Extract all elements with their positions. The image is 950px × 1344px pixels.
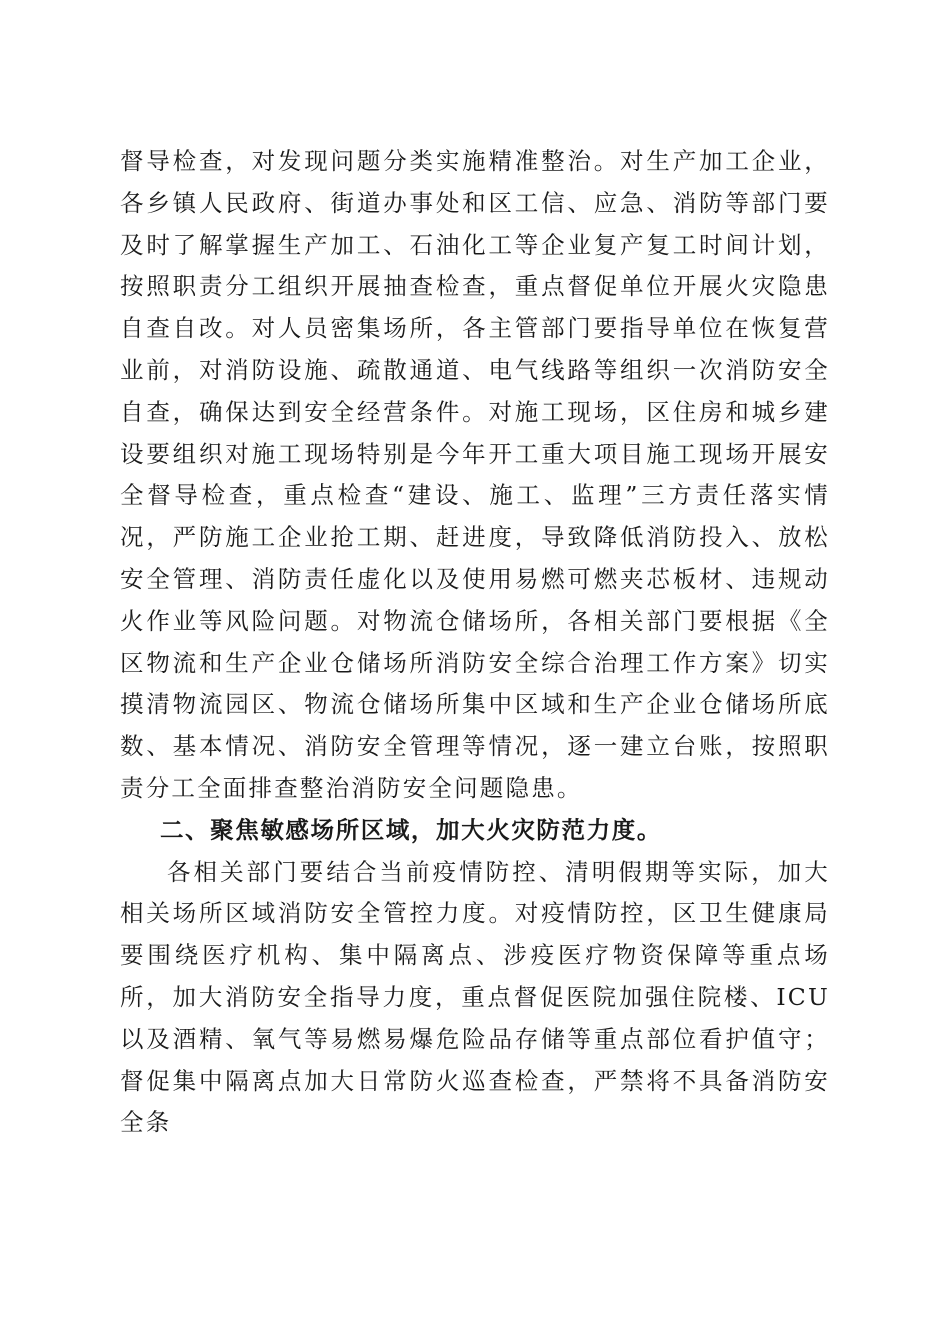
paragraph-inspection-rectification: 督导检查，对发现问题分类实施精准整治。对生产加工企业，各乡镇人民政府、街道办事处和区工信、应急、消防等部门要及时了解掌握生产加工、石油化工等企业复产复工时间计划，按照职责分工组织开展抽查检查，重点督促单位开展火灾隐患自查自改。对人员密集场所，各主管部门要指导单位在恢复营业前，对消防设施、疏散通道、电气线路等组织一次消防安全自查，确保达到安全经营条件。对施工现场，区住房和城乡建设要组织对施工现场特别是今年开工重大项目施工现场开展安全督导检查，重点检查“建设、施工、监理”三方责任落实情况，严防施工企业抢工期、赶进度，导致降低消防投入、放松安全管理、消防责任虚化以及使用易燃可燃夹芯板材、违规动火作业等风险问题。对物流仓储场所，各相关部门要根据《全区物流和生产企业仓储场所消防安全综合治理工作方案》切实摸清物流园区、物流仓储场所集中区域和生产企业仓储场所底数、基本情况、消防安全管理等情况，逐一建立台账，按照职责分工全面排查整治消防安全问题隐患。 bbox=[120, 147, 830, 802]
section-heading-2: 二、聚焦敏感场所区域，加大火灾防范力度。 bbox=[159, 815, 662, 844]
document-page bbox=[120, 141, 830, 1144]
paragraph-sensitive-sites: 各相关部门要结合当前疫情防控、清明假期等实际，加大相关场所区域消防安全管控力度。对疫情防控，区卫生健康局要围绕医疗机构、集中隔离点、涉疫医疗物资保障等重点场所，加大消防安全指导力度，重点督促医院加强住院楼、ICU以及酒精、氧气等易燃易爆危险品存储等重点部位看护值守；督促集中隔离点加大日常防火巡查检查，严禁将不具备消防安全条 bbox=[120, 857, 830, 1137]
